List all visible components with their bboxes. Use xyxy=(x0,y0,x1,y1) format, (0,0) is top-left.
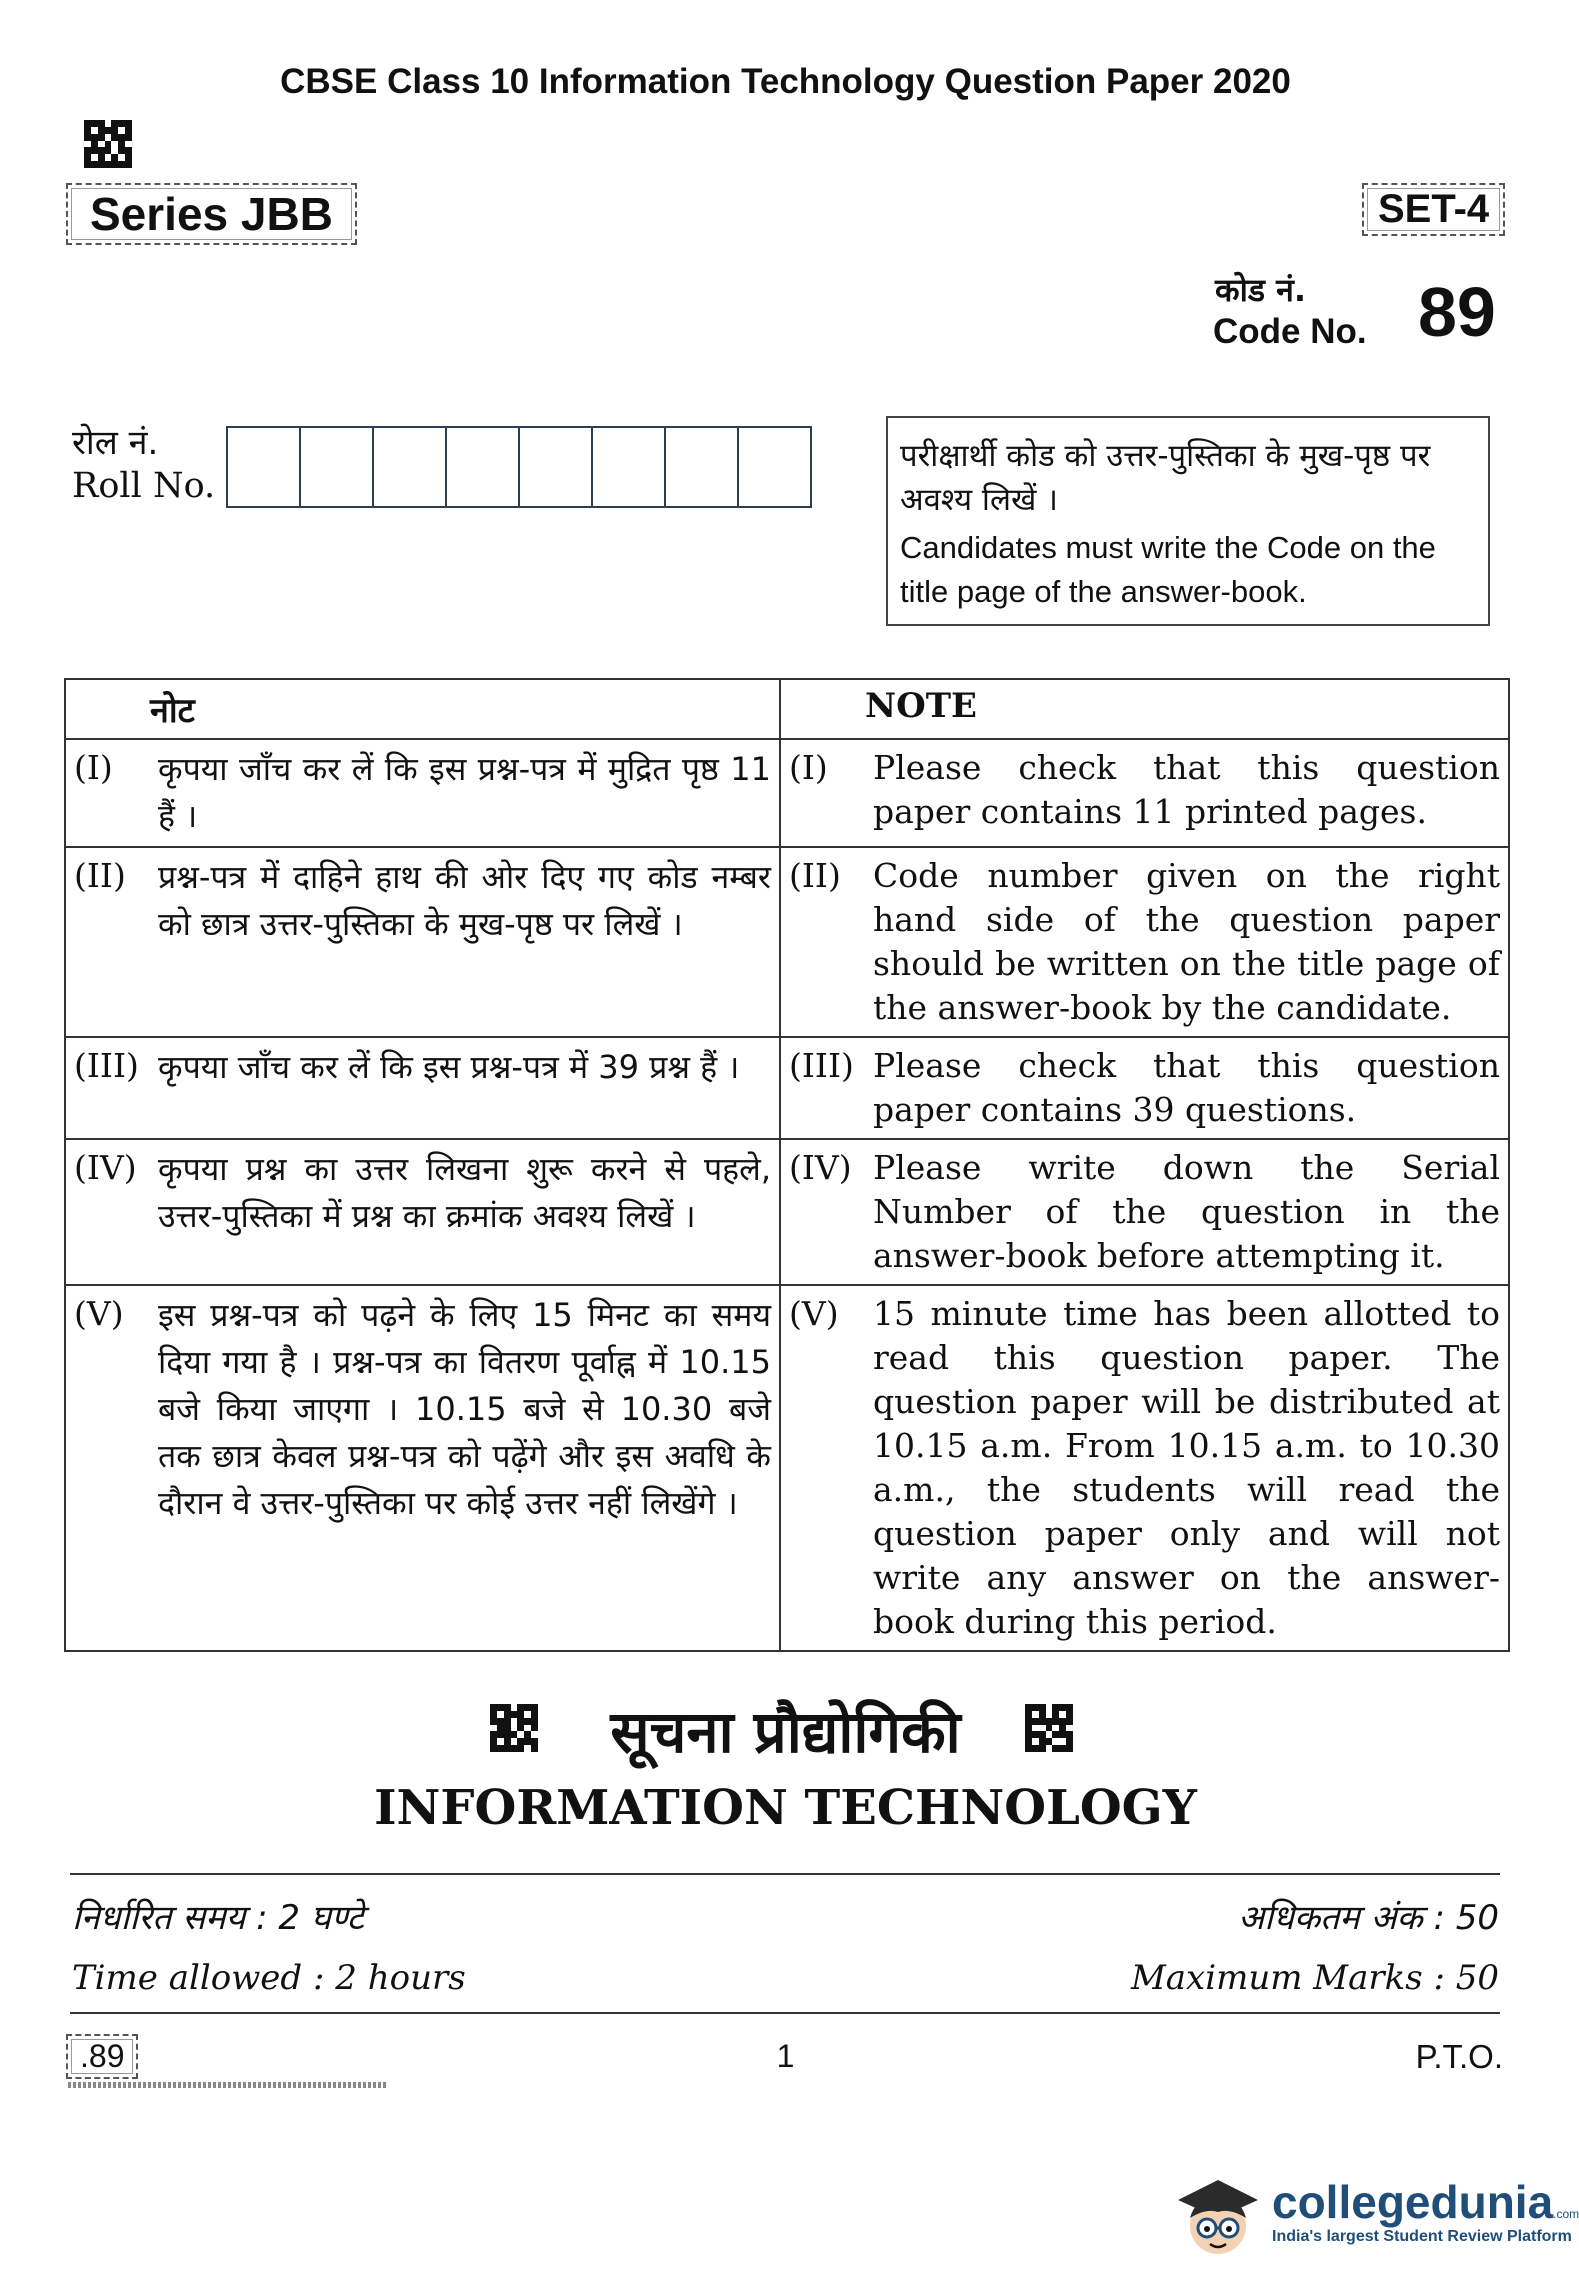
max-marks-hindi: अधिकतम अंक : 50 xyxy=(1238,1898,1499,1938)
divider xyxy=(70,2012,1500,2014)
candidate-notice-english: Candidates must write the Code on the title page of the answer-book. xyxy=(900,530,1436,609)
notes-header-english: NOTE xyxy=(780,679,1509,739)
brand-tagline: India's largest Student Review Platform xyxy=(1272,2228,1572,2245)
roll-digit-box[interactable] xyxy=(374,428,447,506)
table-row xyxy=(65,847,1509,1037)
roll-digit-box[interactable] xyxy=(739,428,810,506)
series-label: Series JBB xyxy=(66,183,357,245)
roll-label-hindi: रोल नं. xyxy=(72,423,159,463)
note-text-hindi: इस प्रश्न-पत्र को पढ़ने के लिए 15 मिनट का समय दिया गया है । प्रश्न-पत्र का वितरण पूर्वाह्न में 10.15 बजे किया जाएगा । 10.15 बजे से 10.30 बजे तक छात्र केवल प्रश्न-पत्र को पढ़ेंगे और इस अवधि के दौरान वे उत्तर-पुस्तिका पर कोई उत्तर नहीं लिखेंगे । xyxy=(158,1296,771,1522)
roll-digit-box[interactable] xyxy=(447,428,520,506)
subject-title-hindi: सूचना प्रौद्योगिकी xyxy=(610,1698,961,1766)
code-label-hindi: कोड नं. xyxy=(1215,271,1307,309)
page-number: 1 xyxy=(776,2038,795,2074)
note-text-english: Please check that this question paper contains 39 questions. xyxy=(873,1046,1500,1129)
document-title: CBSE Class 10 Information Technology Question Paper 2020 xyxy=(280,62,1291,101)
pto-label: P.T.O. xyxy=(1415,2038,1503,2075)
notes-table xyxy=(64,678,1510,1652)
code-label-english: Code No. xyxy=(1213,312,1367,351)
table-row xyxy=(65,739,1509,847)
brand-name: collegedunia xyxy=(1272,2176,1554,2228)
roll-label-english: Roll No. xyxy=(72,466,216,506)
divider xyxy=(70,1873,1500,1875)
roll-number-boxes[interactable] xyxy=(226,426,812,508)
note-text-english: 15 minute time has been allotted to read this question paper. The question paper will be distributed at 10.15 a.m. From 10.15 a.m. to 10.30 a.m., the students will read the question paper only and will not write any answer on the answer-book during this period. xyxy=(873,1294,1500,1641)
set-label: SET-4 xyxy=(1362,183,1505,236)
qr-code-icon xyxy=(84,120,132,168)
note-text-english: Please check that this question paper contains 11 printed pages. xyxy=(873,748,1500,831)
roll-digit-box[interactable] xyxy=(666,428,739,506)
note-text-hindi: प्रश्न-पत्र में दाहिने हाथ की ओर दिए गए कोड नम्बर को छात्र उत्तर-पुस्तिका के मुख-पृष्ठ पर लिखें । xyxy=(158,858,771,943)
roll-digit-box[interactable] xyxy=(301,428,374,506)
note-number: (IV) xyxy=(789,1148,852,1187)
table-row xyxy=(65,1285,1509,1651)
note-number: (V) xyxy=(789,1294,839,1333)
table-row xyxy=(65,1037,1509,1139)
student-mascot-icon xyxy=(1170,2160,1266,2264)
candidate-notice-box xyxy=(886,416,1490,626)
note-number: (III) xyxy=(74,1046,139,1085)
roll-digit-box[interactable] xyxy=(593,428,666,506)
note-number: (I) xyxy=(74,748,113,787)
qr-code-icon xyxy=(1025,1704,1073,1752)
roll-digit-box[interactable] xyxy=(228,428,301,506)
note-number: (I) xyxy=(789,748,828,787)
note-text-hindi: कृपया जाँच कर लें कि इस प्रश्न-पत्र में मुद्रित पृष्ठ 11 हैं । xyxy=(158,750,771,835)
note-text-english: Please write down the Serial Number of the question in the answer-book before attempting it. xyxy=(873,1148,1500,1275)
note-number: (II) xyxy=(74,856,126,895)
collegedunia-logo xyxy=(1170,2160,1579,2264)
time-allowed-hindi: निर्धारित समय : 2 घण्टे xyxy=(72,1898,364,1938)
note-text-hindi: कृपया जाँच कर लें कि इस प्रश्न-पत्र में 39 प्रश्न हैं । xyxy=(158,1048,740,1086)
brand-dotcom: .com xyxy=(1553,2207,1579,2221)
roll-digit-box[interactable] xyxy=(520,428,593,506)
note-number: (V) xyxy=(74,1294,124,1333)
note-number: (IV) xyxy=(74,1148,137,1187)
note-text-hindi: कृपया प्रश्न का उत्तर लिखना शुरू करने से पहले, उत्तर-पुस्तिका में प्रश्न का क्रमांक अवश्य लिखें । xyxy=(158,1150,771,1235)
candidate-notice-hindi: परीक्षार्थी कोड को उत्तर-पुस्तिका के मुख-पृष्ठ पर अवश्य लिखें । xyxy=(900,438,1431,518)
table-row xyxy=(65,1139,1509,1285)
max-marks-english: Maximum Marks : 50 xyxy=(1130,1958,1499,1998)
code-number: 89 xyxy=(1418,273,1496,351)
time-allowed-english: Time allowed : 2 hours xyxy=(72,1958,466,1998)
microprint-line xyxy=(68,2082,388,2088)
note-text-english: Code number given on the right hand side of the question paper should be written on the title page of the answer-book by the candidate. xyxy=(873,856,1500,1027)
notes-header-hindi: नोट xyxy=(65,679,780,739)
note-number: (III) xyxy=(789,1046,854,1085)
footer-code: .89 xyxy=(66,2034,138,2079)
subject-title-english: INFORMATION TECHNOLOGY xyxy=(374,1780,1197,1836)
note-number: (II) xyxy=(789,856,841,895)
